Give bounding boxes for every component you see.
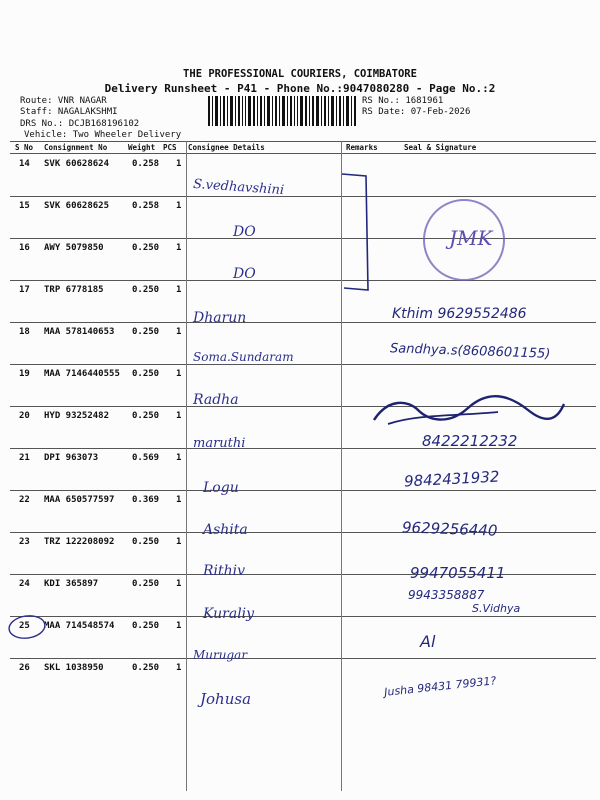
row-weight: 0.250 <box>132 243 160 253</box>
row-pcs: 1 <box>176 537 182 547</box>
vehicle-label: Vehicle: Two Wheeler Delivery <box>24 130 182 140</box>
row-pcs: 1 <box>176 327 182 337</box>
row-consignment: SVK 60628625 <box>44 201 110 211</box>
row-pcs: 1 <box>176 369 182 379</box>
handwritten-signature: 8422212232 <box>422 432 518 450</box>
handwritten-signature: 9943358887 <box>408 588 485 602</box>
table-rule <box>10 364 596 365</box>
row-weight: 0.250 <box>132 285 160 295</box>
row-weight: 0.569 <box>132 453 160 463</box>
row-sno: 26 <box>19 663 30 673</box>
col-remarks: Remarks <box>346 143 378 152</box>
handwritten-consignee: Soma.Sundaram <box>193 350 294 364</box>
row-sno: 20 <box>19 411 30 421</box>
rs-date: RS Date: 07-Feb-2026 <box>362 107 471 117</box>
col-sno: S No <box>15 143 34 152</box>
row-sno: 15 <box>19 201 30 211</box>
row-pcs: 1 <box>176 579 182 589</box>
row-weight: 0.250 <box>132 663 160 673</box>
row-pcs: 1 <box>176 201 182 211</box>
handwritten-signature: Kthim 9629552486 <box>392 306 527 322</box>
handwritten-consignee: Johusa <box>200 690 252 708</box>
row-consignment: TRZ 122208092 <box>44 537 115 547</box>
handwritten-consignee: Murugar <box>193 648 248 662</box>
col-consignee: Consignee Details <box>188 143 265 152</box>
row-weight: 0.258 <box>132 159 160 169</box>
row-weight: 0.250 <box>132 621 160 631</box>
row-weight: 0.250 <box>132 327 160 337</box>
handwritten-consignee: Ashita <box>203 522 248 538</box>
table-rule <box>10 658 596 659</box>
row-weight: 0.369 <box>132 495 160 505</box>
table-rule <box>10 280 596 281</box>
row-sno: 14 <box>19 159 30 169</box>
pen-circle-mark <box>6 612 48 642</box>
row-pcs: 1 <box>176 453 182 463</box>
table-rule <box>10 490 596 491</box>
row-pcs: 1 <box>176 663 182 673</box>
runsheet-title: Delivery Runsheet - P41 - Phone No.:9047080280 - Page No.:2 <box>104 82 496 95</box>
row-consignment: SKL 1038950 <box>44 663 104 673</box>
row-weight: 0.250 <box>132 411 160 421</box>
signature-scribble <box>368 390 568 430</box>
drs-label: DRS No.: DCJB168196102 <box>20 119 140 129</box>
rs-number: RS No.: 1681961 <box>362 96 444 106</box>
table-rule <box>10 574 596 575</box>
pen-bracket-mark <box>338 170 378 295</box>
table-rule <box>10 616 596 617</box>
row-sno: 17 <box>19 285 30 295</box>
row-sno: 25 <box>19 621 30 631</box>
row-pcs: 1 <box>176 495 182 505</box>
row-weight: 0.258 <box>132 201 160 211</box>
row-pcs: 1 <box>176 243 182 253</box>
table-rule <box>10 532 596 533</box>
row-consignment: DPI 963073 <box>44 453 99 463</box>
table-rule <box>10 196 596 197</box>
row-pcs: 1 <box>176 411 182 421</box>
handwritten-signature: 9947055411 <box>410 564 506 582</box>
table-rule <box>10 153 596 154</box>
handwritten-consignee: Kuraliy <box>203 606 255 622</box>
table-rule <box>10 322 596 323</box>
handwritten-consignee: S.vedhavshini <box>192 176 285 199</box>
staff-label: Staff: NAGALAKSHMI <box>20 107 118 117</box>
row-consignment: SVK 60628624 <box>44 159 110 169</box>
row-pcs: 1 <box>176 159 182 169</box>
row-sno: 18 <box>19 327 30 337</box>
row-weight: 0.250 <box>132 537 160 547</box>
handwritten-signature: S.Vidhya <box>472 602 521 615</box>
company-title: THE PROFESSIONAL COURIERS, COIMBATORE <box>183 68 417 80</box>
handwritten-consignee: Logu <box>203 480 239 496</box>
row-consignment: AWY 5079850 <box>44 243 104 253</box>
row-consignment: TRP 6778185 <box>44 285 104 295</box>
row-consignment: MAA 650577597 <box>44 495 115 505</box>
table-rule <box>10 238 596 239</box>
stamp-initials: JMK <box>449 226 493 250</box>
row-weight: 0.250 <box>132 369 160 379</box>
table-rule <box>10 141 596 142</box>
col-pcs: PCS <box>163 143 177 152</box>
column-divider <box>186 141 187 791</box>
handwritten-signature: 9629256440 <box>401 518 498 540</box>
handwritten-consignee: maruthi <box>193 436 246 451</box>
col-weight: Weight <box>128 143 156 152</box>
row-sno: 19 <box>19 369 30 379</box>
handwritten-consignee: DO <box>233 224 256 240</box>
handwritten-signature: 9842431932 <box>403 467 500 491</box>
handwritten-consignee: Rithiv <box>203 563 246 579</box>
row-sno: 16 <box>19 243 30 253</box>
col-seal: Seal & Signature <box>404 143 477 152</box>
row-consignment: MAA 714548574 <box>44 621 115 631</box>
row-consignment: HYD 93252482 <box>44 411 110 421</box>
handwritten-consignee: Dharun <box>193 310 247 326</box>
handwritten-signature: Sandhya.s(8608601155) <box>389 341 551 362</box>
handwritten-signature: Jusha 98431 79931? <box>383 674 497 699</box>
row-consignment: MAA 7146440555 <box>44 369 120 379</box>
row-sno: 23 <box>19 537 30 547</box>
row-consignment: KDI 365897 <box>44 579 99 589</box>
route-label: Route: VNR NAGAR <box>20 96 107 106</box>
row-weight: 0.250 <box>132 579 160 589</box>
row-pcs: 1 <box>176 285 182 295</box>
row-sno: 22 <box>19 495 30 505</box>
row-pcs: 1 <box>176 621 182 631</box>
handwritten-signature: Al <box>420 632 436 651</box>
handwritten-consignee: Radha <box>193 392 239 408</box>
row-sno: 21 <box>19 453 30 463</box>
barcode-icon <box>208 96 358 126</box>
handwritten-consignee: DO <box>233 266 256 282</box>
row-sno: 24 <box>19 579 30 589</box>
col-consignment: Consignment No <box>44 143 108 152</box>
row-consignment: MAA 578140653 <box>44 327 115 337</box>
